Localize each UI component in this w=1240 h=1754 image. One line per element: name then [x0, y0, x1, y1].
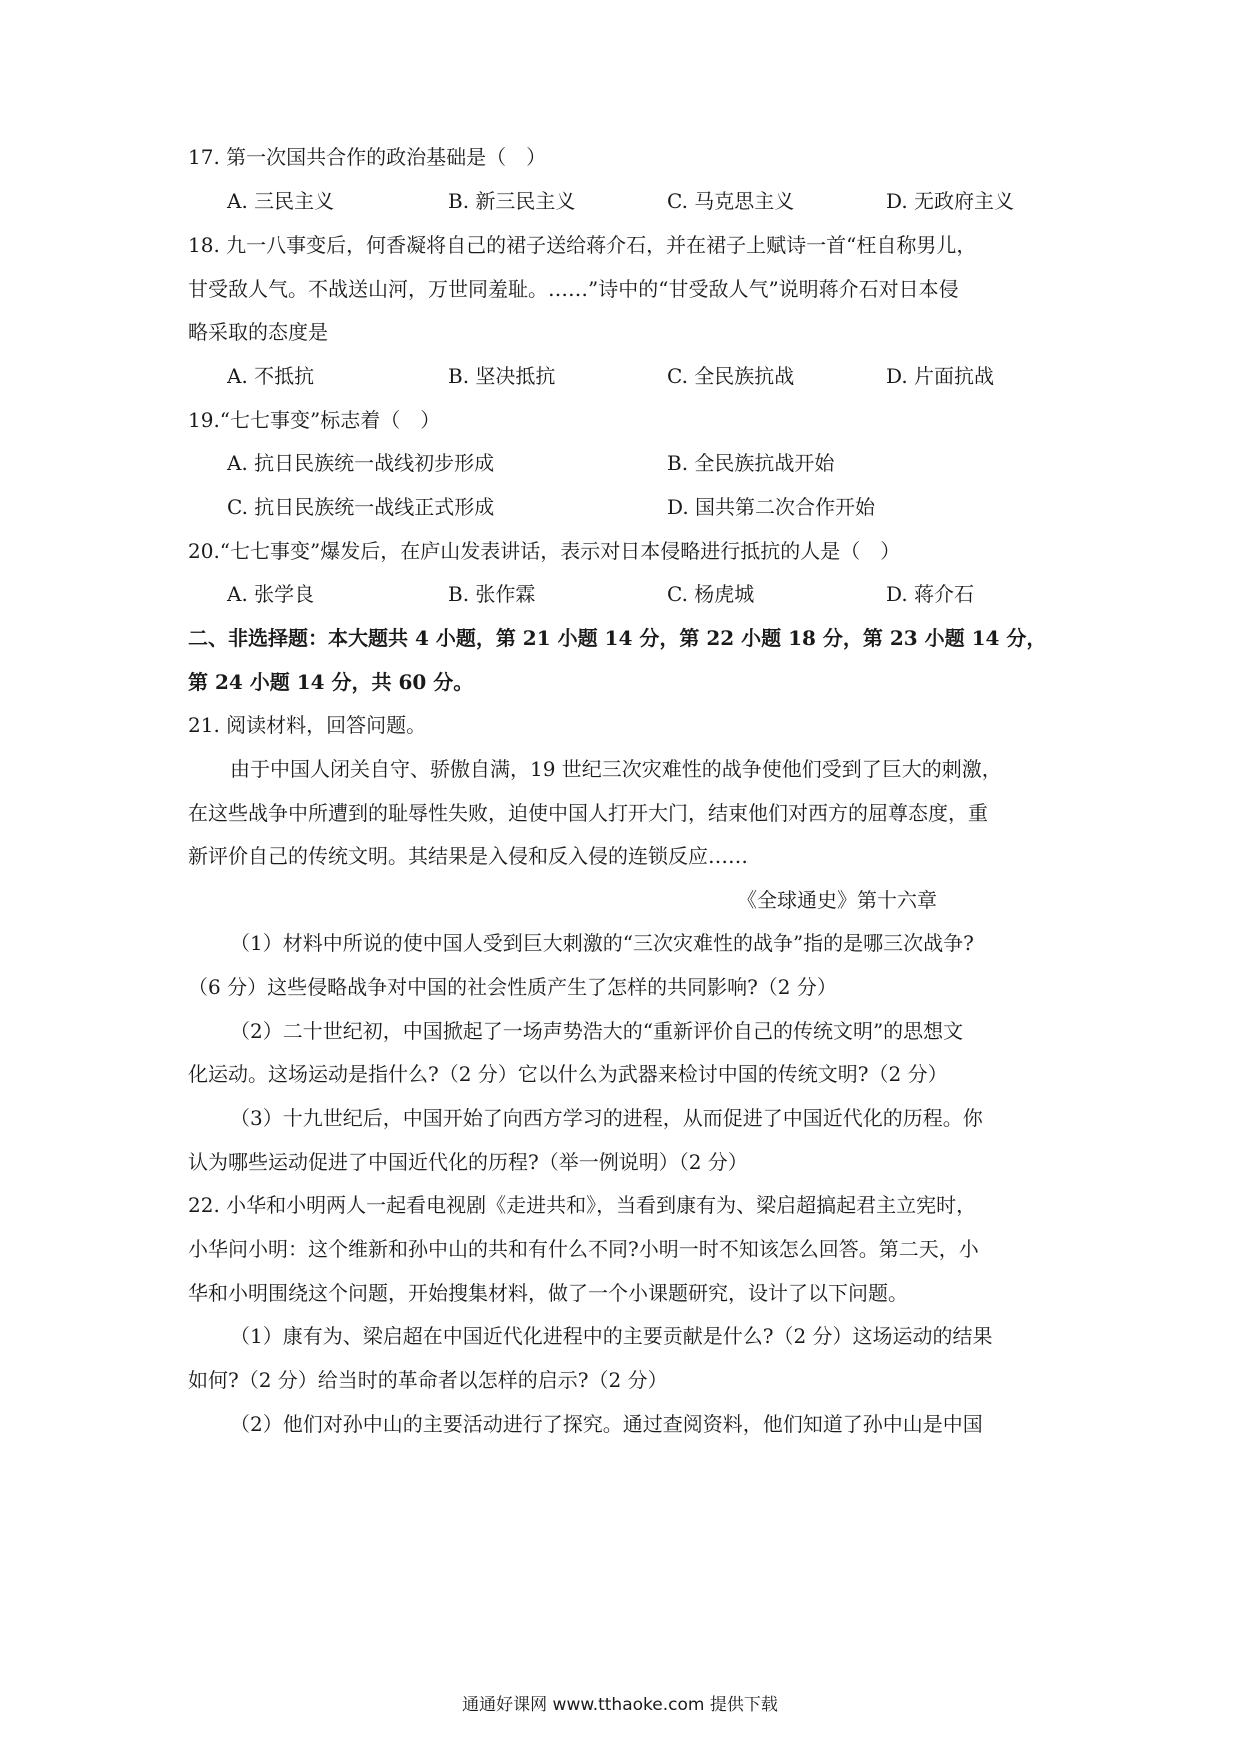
q20-option-c: C. 杨虎城 — [667, 582, 755, 606]
q18-option-d: D. 片面抗战 — [886, 364, 995, 388]
q18-option-c: C. 全民族抗战 — [667, 364, 795, 388]
q21-stem: 21. 阅读材料，回答问题。 — [188, 713, 427, 737]
q20-option-b: B. 张作霖 — [448, 582, 536, 606]
q18-stem-line-3: 略采取的态度是 — [188, 320, 328, 344]
q21-source: 《全球通史》第十六章 — [737, 888, 937, 912]
q21-sub3-line-2: 认为哪些运动促进了中国近代化的历程?（举一例说明）（2 分） — [188, 1150, 748, 1174]
q17-stem: 17. 第一次国共合作的政治基础是（ ） — [188, 145, 547, 169]
q21-sub1-line-2: （6 分）这些侵略战争对中国的社会性质产生了怎样的共同影响?（2 分） — [188, 975, 837, 999]
section2-heading-line-1: 二、非选择题：本大题共 4 小题，第 21 小题 14 分，第 22 小题 18 分，第 23 小题 14 分， — [188, 626, 1047, 650]
q17-option-a: A. 三民主义 — [227, 189, 335, 213]
q19-stem: 19.“七七事变”标志着（ ） — [188, 408, 441, 432]
q22-stem-line-3: 华和小明围绕这个问题，开始搜集材料，做了一个小课题研究，设计了以下问题。 — [188, 1281, 908, 1305]
section2-heading-line-2: 第 24 小题 14 分，共 60 分。 — [188, 670, 474, 694]
q21-sub3-line-1: （3）十九世纪后，中国开始了向西方学习的进程，从而促进了中国近代化的历程。你 — [230, 1106, 983, 1130]
q22-sub1-line-1: （1）康有为、梁启超在中国近代化进程中的主要贡献是什么?（2 分）这场运动的结果 — [230, 1324, 993, 1348]
q17-option-c: C. 马克思主义 — [667, 189, 795, 213]
q18-stem-line-2: 甘受敌人气。不战送山河，万世同羞耻。……”诗中的“甘受敌人气”说明蒋介石对日本侵 — [188, 277, 959, 301]
q17-option-d: D. 无政府主义 — [886, 189, 1015, 213]
q21-sub1-line-1: （1）材料中所说的使中国人受到巨大刺激的“三次灾难性的战争”指的是哪三次战争? — [230, 931, 974, 955]
q22-stem-line-2: 小华问小明：这个维新和孙中山的共和有什么不同?小明一时不知该怎么回答。第二天，小 — [188, 1237, 979, 1261]
q18-option-a: A. 不抵抗 — [227, 364, 315, 388]
q21-sub2-line-2: 化运动。这场运动是指什么?（2 分）它以什么为武器来检讨中国的传统文明?（2 分） — [188, 1062, 948, 1086]
q19-option-b: B. 全民族抗战开始 — [667, 451, 835, 475]
q20-option-a: A. 张学良 — [227, 582, 315, 606]
q17-option-b: B. 新三民主义 — [448, 189, 576, 213]
page-footer: 通通好课网 www.tthaoke.com 提供下载 — [462, 1695, 778, 1715]
q21-material-line-2: 在这些战争中所遭到的耻辱性失败，迫使中国人打开大门，结束他们对西方的屈尊态度，重 — [188, 801, 988, 825]
q19-option-a: A. 抗日民族统一战线初步形成 — [227, 451, 495, 475]
q21-sub2-line-1: （2）二十世纪初，中国掀起了一场声势浩大的“重新评价自己的传统文明”的思想文 — [230, 1019, 964, 1043]
q18-stem-line-1: 18. 九一八事变后，何香凝将自己的裙子送给蒋介石，并在裙子上赋诗一首“枉自称男儿， — [188, 233, 977, 257]
q21-material-line-1: 由于中国人闭关自守、骄傲自满，19 世纪三次灾难性的战争使他们受到了巨大的刺激， — [230, 757, 1002, 781]
q19-option-d: D. 国共第二次合作开始 — [667, 495, 876, 519]
q22-stem-line-1: 22. 小华和小明两人一起看电视剧《走进共和》，当看到康有为、梁启超搞起君主立宪时， — [188, 1193, 977, 1217]
q18-option-b: B. 坚决抵抗 — [448, 364, 556, 388]
q22-sub2-line-1: （2）他们对孙中山的主要活动进行了探究。通过查阅资料，他们知道了孙中山是中国 — [230, 1412, 983, 1436]
q22-sub1-line-2: 如何?（2 分）给当时的革命者以怎样的启示?（2 分） — [188, 1368, 668, 1392]
q21-material-line-3: 新评价自己的传统文明。其结果是入侵和反入侵的连锁反应…… — [188, 844, 748, 868]
q19-option-c: C. 抗日民族统一战线正式形成 — [227, 495, 495, 519]
q20-stem: 20.“七七事变”爆发后，在庐山发表讲话，表示对日本侵略进行抵抗的人是（ ） — [188, 539, 901, 563]
q20-option-d: D. 蒋介石 — [886, 582, 975, 606]
